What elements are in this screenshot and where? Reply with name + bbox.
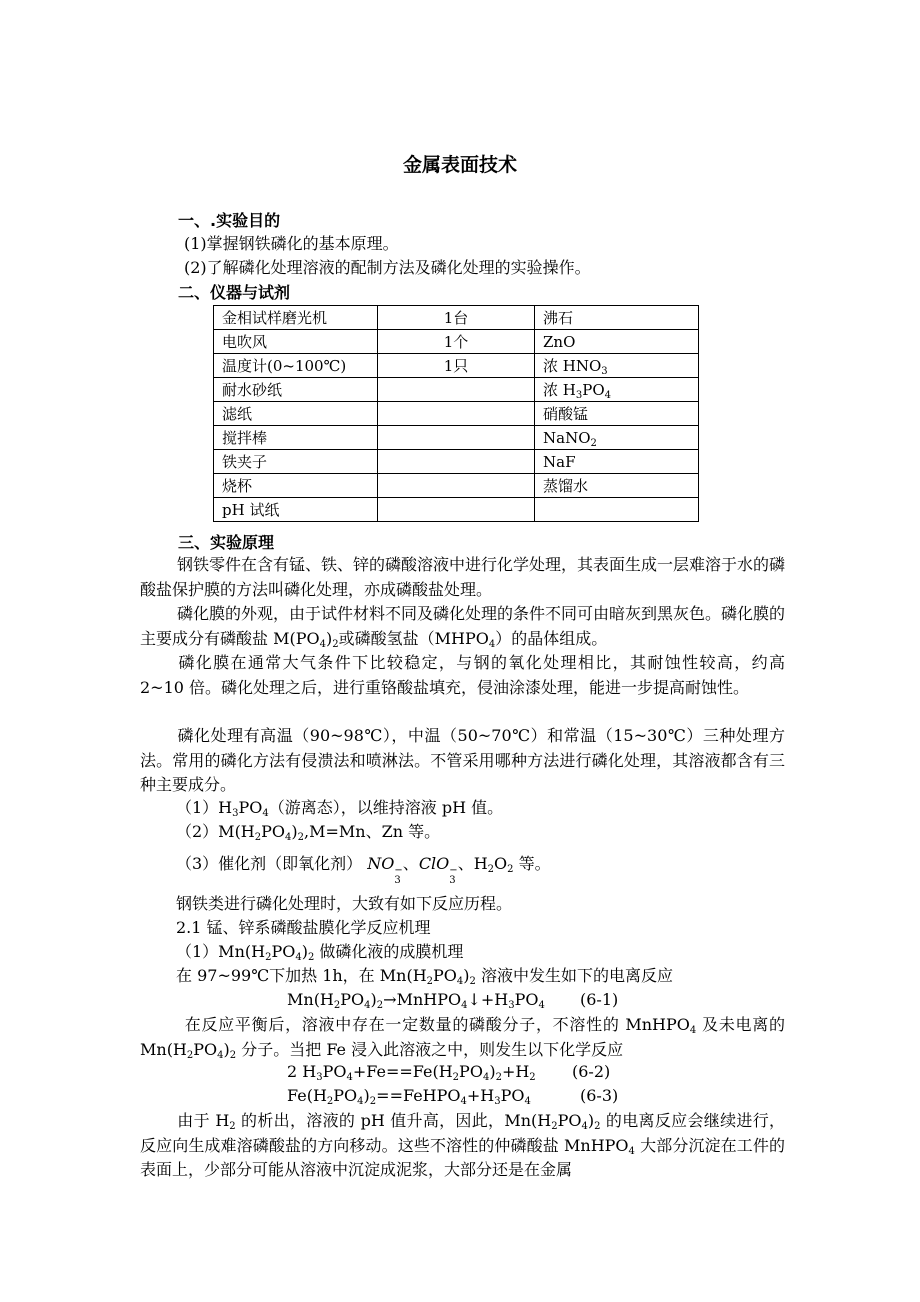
table-row	[214, 402, 699, 426]
quantity-cell	[378, 426, 535, 450]
reagent-cell: 硝酸锰	[535, 402, 699, 426]
component-item	[176, 797, 503, 819]
instrument-cell: 耐水砂纸	[214, 378, 378, 402]
table-row	[214, 426, 699, 450]
equation	[287, 1061, 536, 1083]
purpose-item: (2)了解磷化处理溶液的配制方法及磷化处理的实验操作。	[184, 258, 591, 277]
equation-number: (6-1)	[580, 990, 619, 1009]
equipment-table	[213, 305, 699, 522]
reagent-cell: NaNO$_2$	[535, 426, 699, 450]
paragraph-text: 钢铁零件在含有锰、铁、锌的磷酸溶液中进行化学处理，其表面生成一层难溶于水的磷酸盐保护膜的方法叫磷化处理，亦成磷酸盐处理。	[140, 555, 786, 599]
page-title: 金属表面技术	[402, 154, 517, 176]
reagent-cell	[535, 498, 699, 522]
table-row	[214, 450, 699, 474]
table-row	[214, 306, 699, 330]
paragraph-text: 由于 $H_2$ 的析出，溶液的 pH 值升高，因此，$Mn(H_2PO_4)_2$ 的电离反应会继续进行，反应向生成难溶磷酸盐的方向移动。这些不溶性的仲磷酸盐 MnHPO$_4$ 大部分沉淀在工件的表面上，少部分可能从溶液中沉淀成泥浆，大部分还是在金属	[140, 1111, 785, 1179]
paragraph-text: 磷化膜的外观，由于试件材料不同及磷化处理的条件不同可由暗灰到黑灰色。磷化膜的主要成分有磷酸盐 M(PO	[140, 604, 786, 648]
quantity-cell	[378, 378, 535, 402]
text-content: $(1)Mn(H_2PO_4)_2$ 做磷化液的成膜机理	[176, 942, 464, 963]
paragraph-text: 或磷酸氢盐（MHPO	[338, 628, 489, 648]
paragraph	[140, 1109, 785, 1183]
paragraph	[140, 602, 785, 651]
equation	[287, 1085, 531, 1107]
equation-number: (6-3)	[580, 1086, 619, 1105]
chlorate-ion: ClO − 3	[418, 854, 458, 886]
section-heading-equipment: 二、仪器与试剂	[178, 283, 291, 302]
table-row	[214, 330, 699, 354]
component-item	[176, 821, 440, 843]
paragraph-text: 磷化膜在通常大气条件下比较稳定，与钢的氧化处理相比，其耐蚀性较高，约高 2~10 倍。磷化处理之后，进行重铬酸盐填充，侵油涂漆处理，能进一步提高耐蚀性。	[140, 653, 785, 697]
component-item: （3）催化剂（即氧化剂） NO − 3 、ClO − 3 、$H_2O_2$ 等。	[176, 854, 551, 886]
table-row	[214, 354, 699, 378]
paragraph-text: ）的晶体组成。	[495, 628, 608, 648]
instrument-cell: 金相试样磨光机	[214, 306, 378, 330]
instrument-cell: 烧杯	[214, 474, 378, 498]
text-line: 钢铁类进行磷化处理时，大致有如下反应历程。	[176, 894, 513, 913]
subscript: 4	[488, 638, 496, 650]
subscript: 4	[319, 638, 326, 650]
table-row	[214, 498, 699, 522]
section-heading-principle: 三、实验原理	[178, 533, 275, 552]
paragraph-text: 在反应平衡后，溶液中存在一定数量的磷酸分子，不溶性的 MnHPO$_4$ 及未电离的 $Mn(H_2PO_4)_2$ 分子。当把 Fe 浸入此溶液之中，则发生以下化学反应	[140, 1015, 785, 1061]
quantity-cell	[378, 450, 535, 474]
reagent-cell: 浓 $HNO_3$	[535, 354, 699, 378]
component-text: （3）催化剂（即氧化剂）	[176, 854, 363, 873]
purpose-item: (1)掌握钢铁磷化的基本原理。	[184, 234, 399, 253]
reagent-cell: NaF	[535, 450, 699, 474]
component-text: $(2)M(H_2PO_4)_2,M=Mn$、Zn 等。	[176, 822, 441, 843]
equation-text: 2 $H_3PO_4+Fe==Fe(H_2PO_4)_2+H_2$	[287, 1062, 536, 1083]
reagent-cell: ZnO	[535, 330, 699, 354]
quantity-cell: 1只	[378, 354, 535, 378]
quantity-cell	[378, 474, 535, 498]
nitrate-ion: NO − 3	[367, 854, 403, 886]
reagent-cell: 沸石	[535, 306, 699, 330]
table-row	[214, 474, 699, 498]
subsection-heading: 2.1 锰、锌系磷酸盐膜化学反应机理	[176, 918, 431, 937]
paragraph	[140, 553, 785, 602]
quantity-cell: 1个	[378, 330, 535, 354]
component-text: $(1)H_3PO_4$（游离态），以维持溶液 pH 值。	[176, 798, 504, 819]
equation-text: $Fe(H_2PO_4)_2==FeHPO_4+H_3PO_4$	[287, 1086, 531, 1107]
section-heading-purpose: 一、.实验目的	[178, 211, 281, 230]
paragraph	[140, 1013, 785, 1062]
paragraph	[140, 651, 785, 700]
paragraph-text: )	[325, 628, 333, 648]
quantity-cell: 1台	[378, 306, 535, 330]
quantity-cell	[378, 498, 535, 522]
text-content: 在 97~99℃下加热 1h，在 $Mn(H_2PO_4)_2$ 溶液中发生如下的电离反应	[176, 966, 674, 987]
equation-text: $Mn(H_2PO_4)_2\to MnHPO_4↓+H_3PO_4$	[287, 990, 545, 1011]
paragraph-text: 磷化处理有高温（90~98℃），中温（50~70℃）和常温（15~30℃）三种处理方法。常用的磷化方法有侵溃法和喷淋法。不管采用哪种方法进行磷化处理，其溶液都含有三种主要成分。	[140, 726, 785, 794]
text-line	[176, 965, 673, 987]
instrument-cell: 铁夹子	[214, 450, 378, 474]
instrument-cell: 电吹风	[214, 330, 378, 354]
equation-number: (6-2)	[572, 1062, 611, 1081]
instrument-cell: pH 试纸	[214, 498, 378, 522]
instrument-cell: 滤纸	[214, 402, 378, 426]
paragraph	[140, 724, 785, 798]
reagent-cell: 浓 $H_3PO_4$	[535, 378, 699, 402]
component-text: $H_2O_2$ 等。	[473, 854, 551, 875]
instrument-cell: 温度计(0~100℃)	[214, 354, 378, 378]
instrument-cell: 搅拌棒	[214, 426, 378, 450]
text-line	[176, 941, 463, 963]
subscript: 2	[332, 638, 339, 650]
quantity-cell	[378, 402, 535, 426]
equation	[287, 989, 545, 1011]
table-row	[214, 378, 699, 402]
reagent-cell: 蒸馏水	[535, 474, 699, 498]
